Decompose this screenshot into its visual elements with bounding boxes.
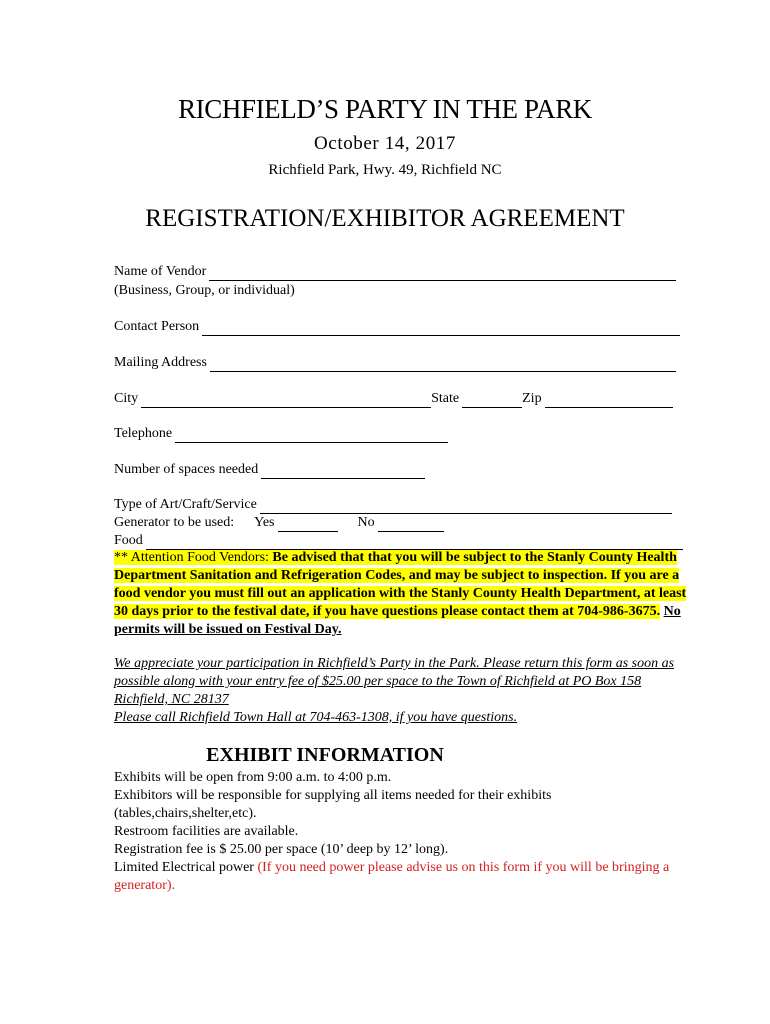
food-label: Food	[114, 533, 143, 548]
zip-label: Zip	[522, 391, 542, 406]
contact-person-label: Contact Person	[114, 319, 200, 334]
exhibit-power-note: (If you need power please advise us on this form if you will be bringing a generator).	[114, 860, 670, 893]
exhibit-power	[114, 859, 674, 895]
event-venue: Richfield Park, Hwy. 49, Richfield NC	[268, 162, 502, 178]
telephone-field[interactable]	[175, 428, 448, 443]
city-field[interactable]	[141, 393, 431, 408]
telephone-label: Telephone	[114, 426, 173, 441]
food-vendor-notice	[114, 549, 689, 639]
generator-label: Generator to be used:	[114, 515, 235, 530]
zip-field[interactable]	[545, 393, 673, 408]
agreement-title: REGISTRATION/EXHIBITOR AGREEMENT	[145, 205, 625, 232]
contact-person-field[interactable]	[202, 321, 680, 336]
notice-prefix: ** Attention Food Vendors:	[114, 550, 273, 565]
food-field[interactable]	[146, 535, 683, 550]
vendor-name-sublabel: (Business, Group, or individual)	[114, 283, 295, 298]
spaces-needed-field[interactable]	[261, 464, 425, 479]
notice-permits: No permits will be issued on Festival Day.	[114, 604, 681, 637]
exhibit-fee: Registration fee is $ 25.00 per space (10’ deep by 12’ long).	[114, 842, 449, 857]
appreciation-call: Please call Richfield Town Hall at 704-463-1308, if you have questions.	[114, 710, 518, 725]
vendor-name-label: Name of Vendor	[114, 264, 207, 279]
city-label: City	[114, 391, 139, 406]
state-field[interactable]	[462, 393, 522, 408]
spaces-needed-label: Number of spaces needed	[114, 462, 259, 477]
exhibit-supplies: Exhibitors will be responsible for supplying all items needed for their exhibits (tables,chairs,shelter,etc).	[114, 788, 552, 821]
event-title: RICHFIELD’S PARTY IN THE PARK	[178, 94, 592, 124]
generator-no-field[interactable]	[378, 517, 444, 532]
exhibit-power-text: Limited Electrical power	[114, 860, 258, 875]
vendor-name-field[interactable]	[209, 266, 676, 281]
generator-yes-field[interactable]	[278, 517, 338, 532]
generator-no-label: No	[357, 515, 375, 530]
appreciation-text: We appreciate your participation in Richfield’s Party in the Park. Please return this form as soon as possible along with your entry fee of $25.00 per space to the Town of Richfield at PO Box 158 Richfield, NC 28137	[114, 656, 675, 707]
mailing-address-field[interactable]	[210, 357, 676, 372]
exhibit-info	[114, 769, 674, 895]
state-label: State	[431, 391, 460, 406]
exhibit-restrooms: Restroom facilities are available.	[114, 824, 299, 839]
event-date: October 14, 2017	[313, 133, 457, 154]
exhibit-hours: Exhibits will be open from 9:00 a.m. to 4:00 p.m.	[114, 770, 392, 785]
appreciation-note	[114, 655, 684, 727]
type-field[interactable]	[260, 499, 672, 514]
mailing-address-label: Mailing Address	[114, 355, 207, 370]
notice-bold-text: Be advised that that you will be subject to the Stanly County Health Department Sanitation and Refrigeration Codes, and may be subject to inspection. If you are a food vendor you must fill out an application with the Stanly County Health Department, at least 30 days prior to the festival date, if you have questions please contact them at 704-986-3675.	[114, 550, 687, 619]
generator-yes-label: Yes	[254, 515, 275, 530]
exhibit-heading: EXHIBIT INFORMATION	[206, 744, 444, 766]
type-label: Type of Art/Craft/Service	[114, 497, 257, 512]
